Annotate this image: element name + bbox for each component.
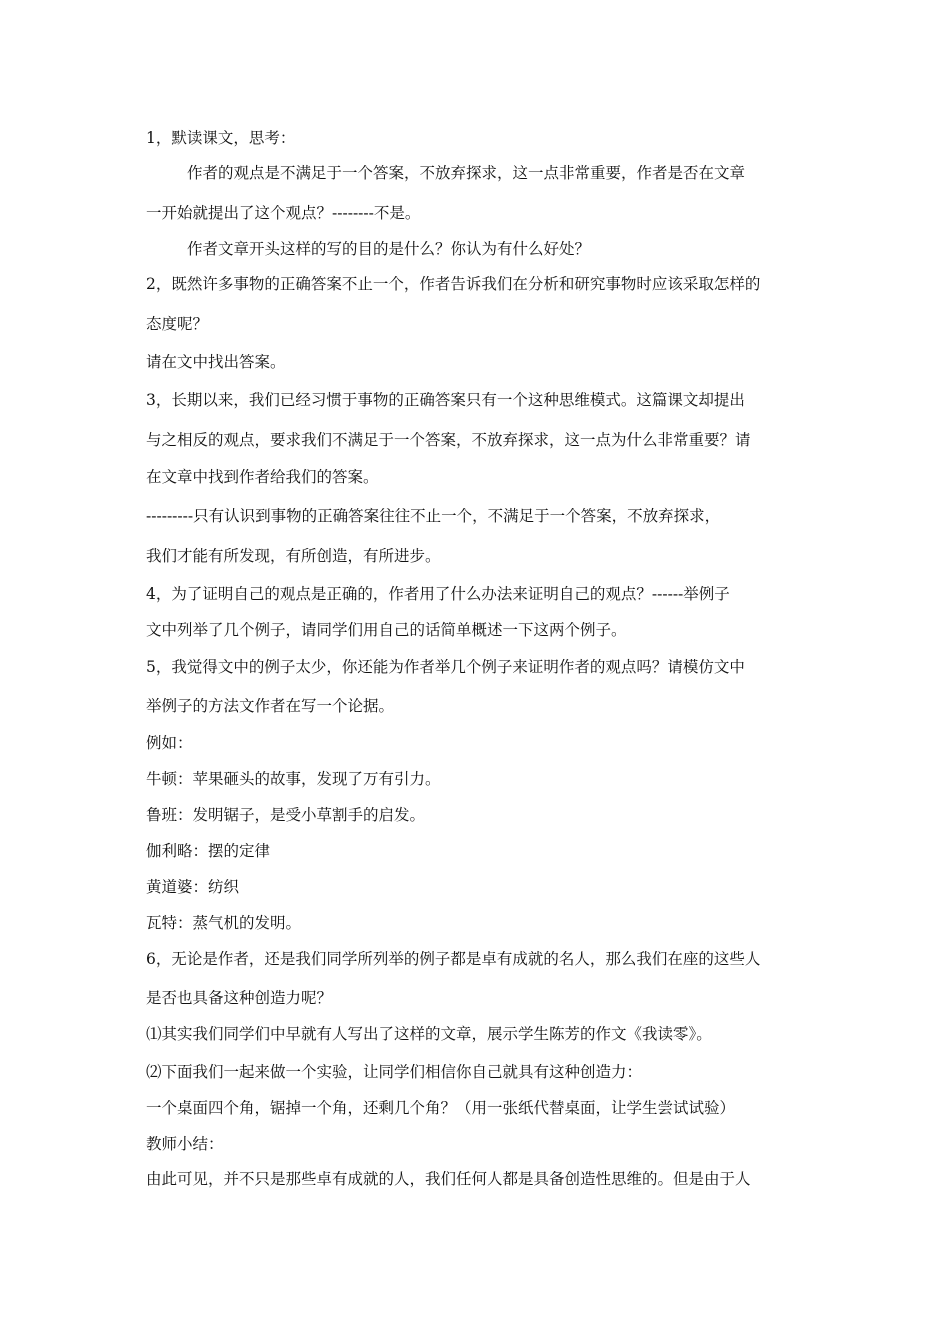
text-line: 瓦特：蒸气机的发明。 bbox=[146, 914, 302, 932]
text-line: 是否也具备这种创造力呢？ bbox=[146, 989, 333, 1007]
text-line: 1，默读课文，思考： bbox=[146, 129, 296, 147]
text-line: 一开始就提出了这个观点？--------不是。 bbox=[146, 204, 421, 222]
text-line: 与之相反的观点，要求我们不满足于一个答案，不放弃探求，这一点为什么非常重要？请 bbox=[146, 431, 751, 449]
text-line: 牛顿：苹果砸头的故事，发现了万有引力。 bbox=[146, 770, 441, 788]
text-line: 鲁班：发明锯子，是受小草割手的启发。 bbox=[146, 806, 426, 824]
text-line: 黄道婆：纺织 bbox=[146, 878, 240, 896]
text-line: 作者的观点是不满足于一个答案，不放弃探求，这一点非常重要，作者是否在文章 bbox=[187, 164, 746, 182]
text-line: 举例子的方法文作者在写一个论据。 bbox=[146, 697, 395, 715]
text-line: 文中列举了几个例子，请同学们用自己的话简单概述一下这两个例子。 bbox=[146, 621, 627, 639]
text-line: ⑵下面我们一起来做一个实验，让同学们相信你自己就具有这种创造力： bbox=[146, 1063, 643, 1081]
text-line: 由此可见，并不只是那些卓有成就的人，我们任何人都是具备创造性思维的。但是由于人 bbox=[146, 1170, 751, 1188]
text-line: 2，既然许多事物的正确答案不止一个，作者告诉我们在分析和研究事物时应该采取怎样的 bbox=[146, 275, 761, 293]
text-line: 一个桌面四个角，锯掉一个角，还剩几个角？（用一张纸代替桌面，让学生尝试试验） bbox=[146, 1099, 736, 1117]
text-line: 4，为了证明自己的观点是正确的，作者用了什么办法来证明自己的观点？------举例子 bbox=[146, 585, 730, 603]
text-line: ---------只有认识到事物的正确答案往往不止一个，不满足于一个答案，不放弃探求， bbox=[146, 507, 721, 525]
text-line: 作者文章开头这样的写的目的是什么？你认为有什么好处？ bbox=[187, 240, 591, 258]
text-line: ⑴其实我们同学们中早就有人写出了这样的文章，展示学生陈芳的作文《我读零》。 bbox=[146, 1025, 712, 1043]
text-line: 5，我觉得文中的例子太少，你还能为作者举几个例子来证明作者的观点吗？请模仿文中 bbox=[146, 658, 745, 676]
text-line: 教师小结： bbox=[146, 1135, 224, 1153]
text-line: 例如： bbox=[146, 734, 193, 752]
text-line: 伽利略：摆的定律 bbox=[146, 842, 271, 860]
text-line: 在文章中找到作者给我们的答案。 bbox=[146, 468, 379, 486]
text-line: 6，无论是作者，还是我们同学所列举的例子都是卓有成就的名人，那么我们在座的这些人 bbox=[146, 950, 761, 968]
text-line: 请在文中找出答案。 bbox=[146, 353, 286, 371]
text-line: 态度呢？ bbox=[146, 315, 209, 333]
text-line: 3，长期以来，我们已经习惯于事物的正确答案只有一个这种思维模式。这篇课文却提出 bbox=[146, 391, 745, 409]
text-line: 我们才能有所发现，有所创造，有所进步。 bbox=[146, 547, 441, 565]
